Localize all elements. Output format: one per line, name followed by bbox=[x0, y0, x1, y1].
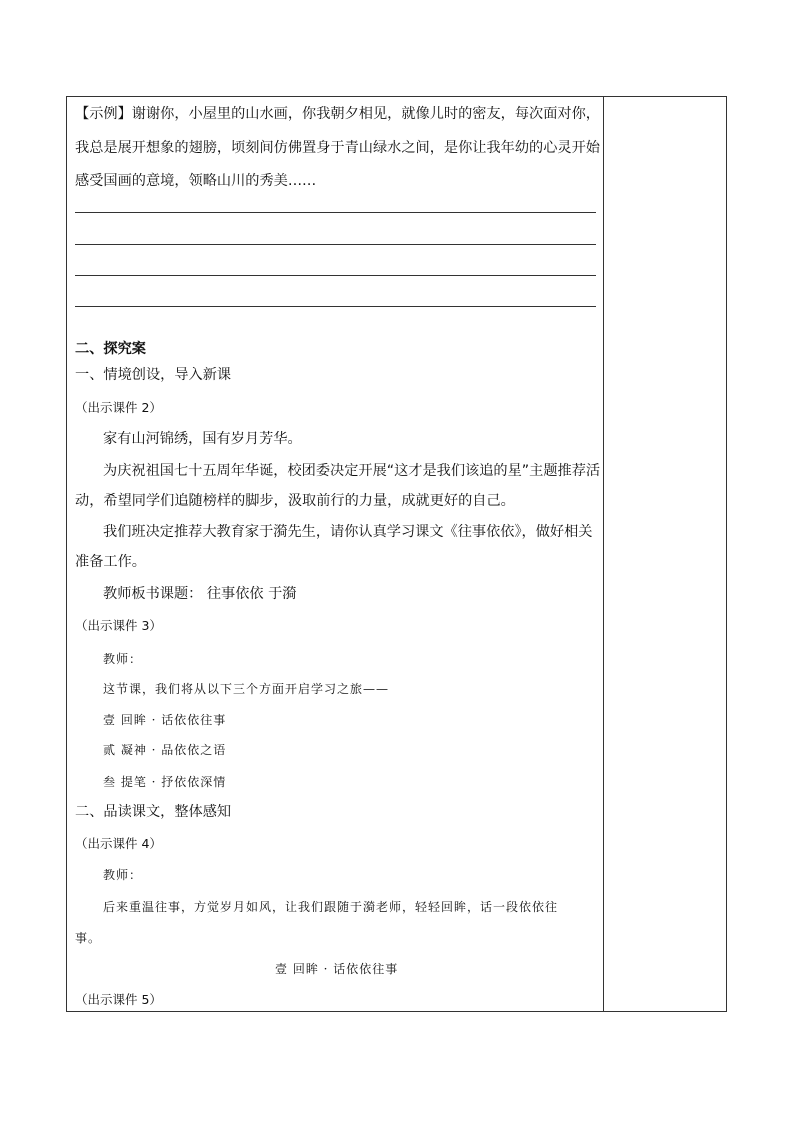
step-3: 叁 提笔 · 抒依依深情 bbox=[103, 775, 227, 789]
example-line-2: 我总是展开想象的翅膀，顷刻间仿佛置身于青山绿水之间，是你让我年幼的心灵开始 bbox=[75, 140, 600, 156]
paragraph-1: 家有山河锦绣，国有岁月芳华。 bbox=[103, 431, 302, 447]
answer-line-3 bbox=[75, 275, 596, 276]
intro-line: 这节课，我们将从以下三个方面开启学习之旅—— bbox=[103, 682, 390, 696]
example-line-3: 感受国画的意境，领略山川的秀美…… bbox=[75, 173, 317, 189]
teacher-label-1: 教师： bbox=[103, 652, 143, 666]
step-1: 壹 回眸 · 话依依往事 bbox=[103, 713, 227, 727]
example-line-1: 【示例】谢谢你，小屋里的山水画，你我朝夕相见，就像儿时的密友，每次面对你， bbox=[75, 106, 600, 122]
paragraph-3-line-1: 我们班决定推荐大教育家于漪先生，请你认真学习课文《往事依依》，做好相关 bbox=[103, 524, 593, 540]
courseware-4-note: （出示课件 4） bbox=[75, 836, 162, 851]
paragraph-4-line-2: 事。 bbox=[75, 931, 102, 945]
section-title: 二、探究案 bbox=[75, 341, 146, 357]
step-2: 贰 凝神 · 品依依之语 bbox=[103, 743, 227, 757]
answer-line-1 bbox=[75, 212, 596, 213]
board-title: 教师板书课题： 往事依依 于漪 bbox=[103, 586, 297, 602]
paragraph-4-line-1: 后来重温往事，方觉岁月如风，让我们跟随于漪老师，轻轻回眸，话一段依依往 bbox=[103, 900, 559, 914]
courseware-3-note: （出示课件 3） bbox=[75, 618, 162, 633]
part1-heading: 一、情境创设，导入新课 bbox=[75, 367, 232, 383]
part2-heading: 二、品读课文，整体感知 bbox=[75, 804, 232, 820]
teacher-label-2: 教师： bbox=[103, 868, 143, 882]
lesson-plan-table bbox=[66, 96, 727, 1012]
paragraph-3-line-2: 准备工作。 bbox=[75, 554, 146, 570]
answer-line-4 bbox=[75, 306, 596, 307]
center-heading: 壹 回眸 · 话依依往事 bbox=[275, 962, 399, 976]
courseware-5-note: （出示课件 5） bbox=[75, 992, 162, 1007]
column-divider bbox=[603, 97, 604, 1011]
answer-line-2 bbox=[75, 244, 596, 245]
paragraph-2-line-2: 动，希望同学们追随榜样的脚步，汲取前行的力量，成就更好的自己。 bbox=[75, 493, 515, 509]
courseware-2-note: （出示课件 2） bbox=[75, 400, 162, 415]
paragraph-2-line-1: 为庆祝祖国七十五周年华诞，校团委决定开展“这才是我们该追的星”主题推荐活 bbox=[103, 463, 601, 479]
